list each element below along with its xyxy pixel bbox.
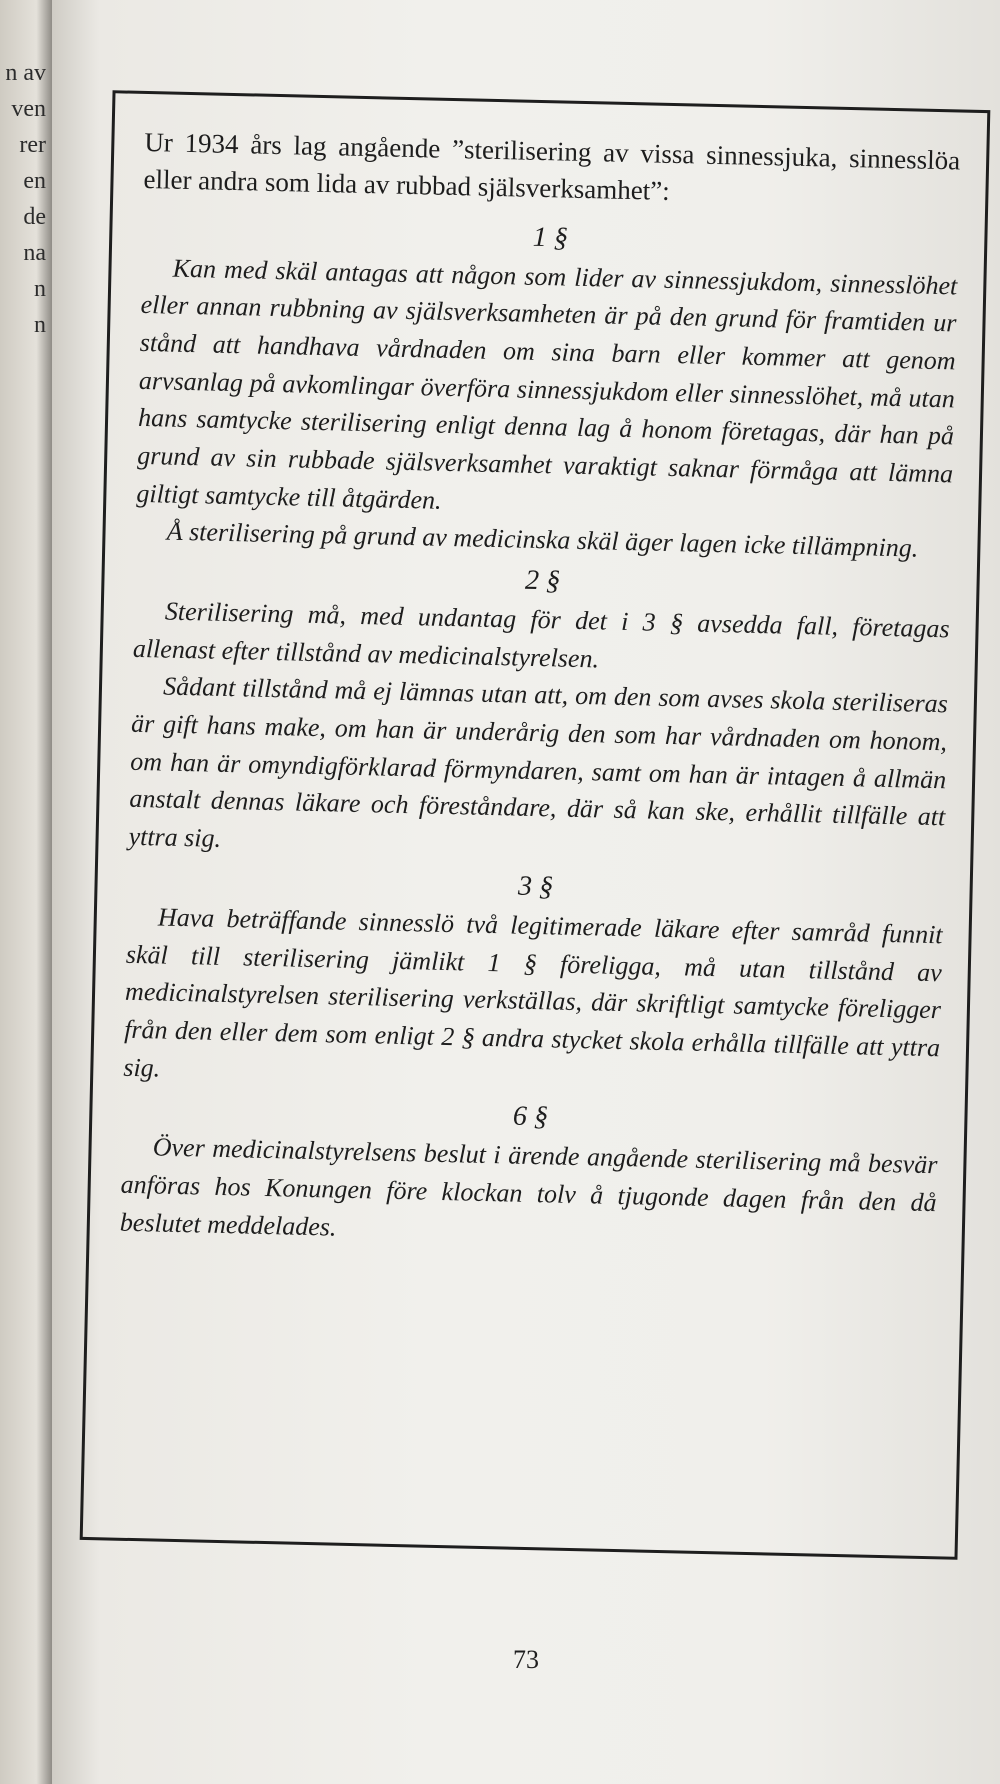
adjacent-page-fragment: en bbox=[23, 168, 46, 194]
section-paragraph: Å sterilisering på grund av medicinska skäl äger lagen icke tillämpning. bbox=[166, 516, 919, 563]
adjacent-page-edge bbox=[0, 0, 52, 1784]
adjacent-page-fragment: rer bbox=[19, 132, 46, 158]
law-excerpt-box bbox=[80, 90, 991, 1560]
adjacent-page-fragment: n bbox=[34, 276, 46, 302]
section-paragraph: Sterilisering må, med undantag för det i 3 § avsedda fall, företagas allenast efter tillstånd av medicinalstyrelsen. bbox=[132, 596, 950, 674]
section-paragraph: Över medicinalstyrelsens beslut i ärende angående sterilisering må besvär anföras hos Konungen före klockan tolv å tjugonde dagen från den då beslutet meddelades. bbox=[119, 1132, 938, 1242]
book-page bbox=[52, 0, 1000, 1784]
section-1 bbox=[135, 212, 958, 568]
section-6 bbox=[119, 1092, 938, 1260]
section-3 bbox=[123, 862, 944, 1105]
section-paragraph: Hava beträffande sinnesslö två legitimerade läkare efter samråd funnit skäl till sterilisering jämlikt 1 § föreligga, må utan tillstånd av medicinalstyrelsen sterilisering verkställas, där skriftligt samtycke föreligger från den eller dem som enligt 2 § andra stycket skola erhålla tillfälle att yttra sig. bbox=[123, 902, 943, 1083]
section-heading: 3 § bbox=[517, 870, 554, 903]
section-paragraph: Sådant tillstånd må ej lämnas utan att, om den som avses skola steriliseras är gift hans make, om han är underårig den som har vårdnaden om honom, om han är omyndigförklarad förmyndaren, samt om han är intagen å allmän anstalt dennas läkare och föreståndare, där så kan ske, erhållit tillfälle att yttra sig. bbox=[128, 671, 949, 854]
adjacent-page-fragment: ven bbox=[11, 96, 46, 122]
excerpt-intro: Ur 1934 års lag angående ”sterilisering av vissa sinnessjuka, sinnesslöa eller andra som lida av rubbad själsverksamhet”: bbox=[143, 126, 961, 207]
adjacent-page-fragment: n bbox=[34, 312, 46, 338]
section-heading: 2 § bbox=[524, 564, 561, 597]
section-2 bbox=[128, 556, 951, 874]
adjacent-page-fragment: de bbox=[23, 204, 46, 230]
section-paragraph: Kan med skäl antagas att någon som lider av sinnessjukdom, sinnesslöhet eller annan rubbning av själsverksamheten är på den grund för framtiden ur stånd att handhava vårdnaden om sina barn eller kommer att genom arvsanlag på avkomlingar överföra sinnessjukdom eller sinnesslöhet, må utan hans samtycke sterilisering enligt denna lag å honom företagas, där han på grund av sin rubbade själsverksamhet varaktigt saknar förmåga att lämna giltigt samtycke till åtgärden. bbox=[136, 253, 958, 515]
section-heading: 1 § bbox=[532, 221, 569, 254]
section-heading: 6 § bbox=[512, 1100, 549, 1133]
adjacent-page-fragment: na bbox=[23, 240, 46, 266]
adjacent-page-fragment: n av bbox=[5, 60, 46, 86]
page-number: 73 bbox=[513, 1645, 539, 1674]
